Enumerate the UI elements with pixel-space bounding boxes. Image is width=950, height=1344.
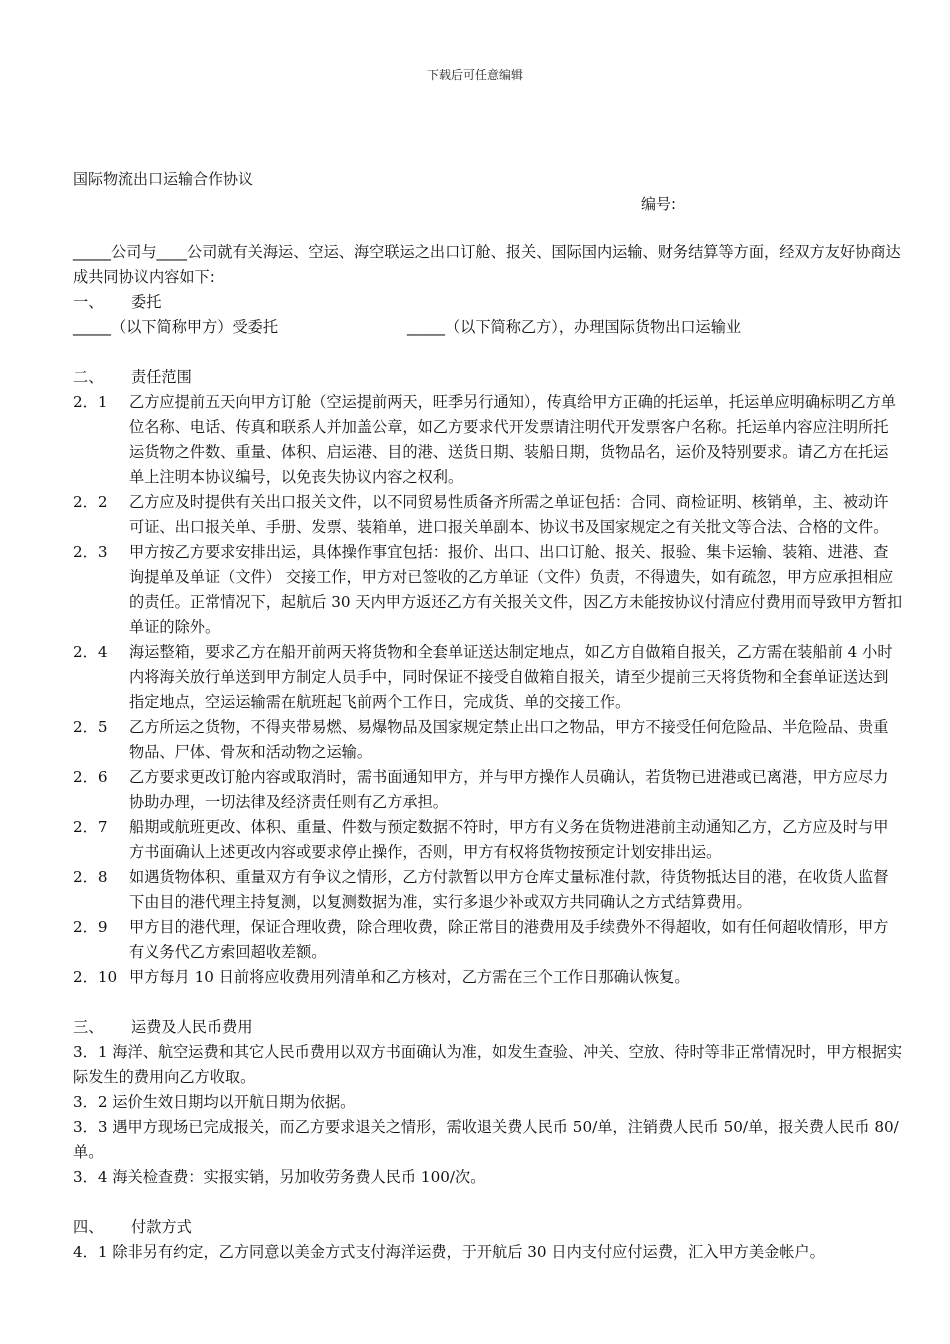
clause-text: 如遇货物体积、重量双方有争议之情形，乙方付款暂以甲方仓库丈量标准付款，待货物抵达目的港，在收货人监督下由目的港代理主持复测，以复测数据为准，实行多退少补或双方共同确认之方式结算费用。 bbox=[129, 868, 889, 911]
header-note: 下载后可任意编辑 bbox=[426, 68, 523, 82]
clause-2-3 bbox=[73, 540, 903, 640]
clause-text: 乙方应提前五天向甲方订舱（空运提前两天，旺季另行通知），传真给甲方正确的托运单，托运单应明确标明乙方单位名称、电话、传真和联系人并加盖公章，如乙方要求代开发票请注明代开发票客户名称。托运单内容应注明所托运货物之件数、重量、体积、启运港、目的港、送货日期、装船日期，货物品名，运价及特别要求。请乙方在托运单上注明本协议编号，以免丧失协议内容之权利。 bbox=[129, 393, 896, 486]
clause-number: 2．9 bbox=[73, 918, 108, 936]
clause-2-5 bbox=[73, 715, 903, 765]
clause-3-2: 3．2 运价生效日期均以开航日期为依据。 bbox=[73, 1093, 356, 1111]
section-4-heading bbox=[73, 1215, 903, 1240]
clause-number: 2．3 bbox=[73, 543, 108, 561]
section-number: 三、 bbox=[73, 1018, 104, 1036]
clause-2-4 bbox=[73, 640, 903, 715]
party-row bbox=[73, 315, 903, 340]
clause-2-9 bbox=[73, 915, 903, 965]
clause-number: 2．4 bbox=[73, 643, 108, 661]
clause-text: 船期或航班更改、体积、重量、件数与预定数据不符时，甲方有义务在货物进港前主动通知乙方，乙方应及时与甲方书面确认上述更改内容或要求停止操作，否则，甲方有权将货物按预定计划安排出运。 bbox=[129, 818, 889, 861]
clause-number: 2．1 bbox=[73, 393, 108, 411]
document-body bbox=[73, 240, 903, 1265]
document-title: 国际物流出口运输合作协议 bbox=[73, 170, 254, 188]
clause-2-7 bbox=[73, 815, 903, 865]
clause-number: 2．6 bbox=[73, 768, 108, 786]
clause-text: 乙方应及时提供有关出口报关文件，以不同贸易性质备齐所需之单证包括：合同、商检证明、核销单，主、被动许可证、出口报关单、手册、发票、装箱单，进口报关单副本、协议书及国家规定之有关批文等合法、合格的文件。 bbox=[129, 493, 889, 536]
party-a-text: _____（以下简称甲方）受委托 bbox=[73, 318, 279, 336]
clause-text: 甲方按乙方要求安排出运，具体操作事宜包括：报价、出口、出口订舱、报关、报验、集卡运输、装箱、进港、查询提单及单证（文件） 交接工作，甲方对已签收的乙方单证（文件）负责，不得遗失，如有疏忽，甲方应承担相应的责任。正常情况下，起航后 30 天内甲方返还乙方有关报关文件，因乙方未能按协议付清应付费用而导致甲方暂扣单证的除外。 bbox=[129, 543, 903, 636]
section-number: 二、 bbox=[73, 368, 104, 386]
clause-3-4: 3．4 海关检查费：实报实销，另加收劳务费人民币 100/次。 bbox=[73, 1168, 486, 1186]
party-b-text: _____（以下简称乙方），办理国际货物出口运输业 bbox=[407, 318, 742, 336]
clause-2-1 bbox=[73, 390, 903, 490]
clause-3-3: 3．3 遇甲方现场已完成报关，而乙方要求退关之情形，需收退关费人民币 50/单，注销费人民币 50/单，报关费人民币 80/单。 bbox=[73, 1118, 899, 1161]
section-3-heading bbox=[73, 1015, 903, 1040]
clause-text: 乙方所运之货物，不得夹带易燃、易爆物品及国家规定禁止出口之物品，甲方不接受任何危险品、半危险品、贵重物品、尸体、骨灰和活动物之运输。 bbox=[129, 718, 889, 761]
section-title: 委托 bbox=[131, 293, 162, 311]
clause-3-1: 3．1 海洋、航空运费和其它人民币费用以双方书面确认为准，如发生查验、冲关、空放、待时等非正常情况时，甲方根据实际发生的费用向乙方收取。 bbox=[73, 1043, 903, 1086]
document-number-label: 编号: bbox=[641, 195, 677, 213]
clause-number: 2．8 bbox=[73, 868, 108, 886]
clause-text: 乙方要求更改订舱内容或取消时，需书面通知甲方，并与甲方操作人员确认，若货物已进港或已离港，甲方应尽力协助办理，一切法律及经济责任则有乙方承担。 bbox=[129, 768, 889, 811]
section-title: 责任范围 bbox=[131, 368, 192, 386]
section-number: 四、 bbox=[73, 1218, 104, 1236]
clause-text: 甲方目的港代理，保证合理收费，除合理收费，除正常目的港费用及手续费外不得超收，如有任何超收情形，甲方有义务代乙方索回超收差额。 bbox=[129, 918, 889, 961]
clause-2-6 bbox=[73, 765, 903, 815]
intro-paragraph: _____公司与____公司就有关海运、空运、海空联运之出口订舱、报关、国际国内运输、财务结算等方面，经双方友好协商达成共同协议内容如下: bbox=[73, 243, 901, 286]
section-number: 一、 bbox=[73, 293, 104, 311]
clause-4-1: 4．1 除非另有约定，乙方同意以美金方式支付海洋运费，于开航后 30 日内支付应付运费，汇入甲方美金帐户。 bbox=[73, 1243, 825, 1261]
clause-number: 2．2 bbox=[73, 493, 108, 511]
section-2-heading bbox=[73, 365, 903, 390]
section-1-heading bbox=[73, 290, 903, 315]
clause-2-10 bbox=[73, 965, 903, 990]
clause-2-2 bbox=[73, 490, 903, 540]
clause-number: 2．5 bbox=[73, 718, 108, 736]
clause-2-8 bbox=[73, 865, 903, 915]
section-title: 付款方式 bbox=[131, 1218, 192, 1236]
section-title: 运费及人民币费用 bbox=[131, 1018, 253, 1036]
clause-number: 2．10 bbox=[73, 968, 118, 986]
clause-number: 2．7 bbox=[73, 818, 108, 836]
clause-text: 甲方每月 10 日前将应收费用列清单和乙方核对，乙方需在三个工作日那确认恢复。 bbox=[129, 968, 690, 986]
clause-text: 海运整箱，要求乙方在船开前两天将货物和全套单证送达制定地点，如乙方自做箱自报关，乙方需在装船前 4 小时内将海关放行单送到甲方制定人员手中，同时保证不接受自做箱自报关，请至少提前三天将货物和全套单证送达到指定地点，空运运输需在航班起飞前两个工作日，完成货、单的交接工作。 bbox=[129, 643, 893, 711]
